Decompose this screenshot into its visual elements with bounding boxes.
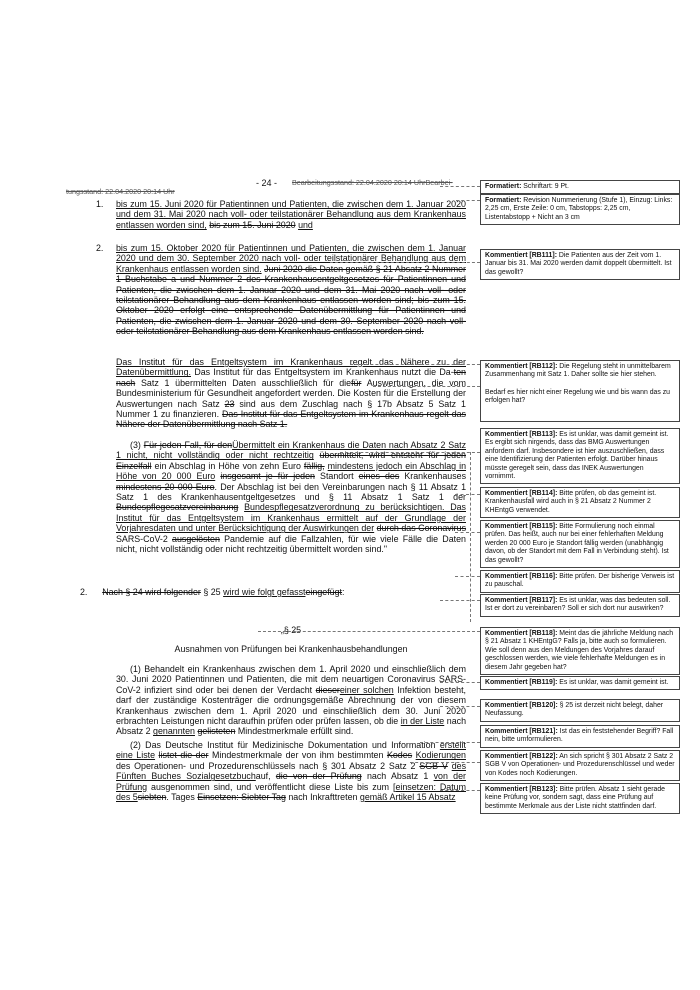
comment-leader — [456, 200, 480, 201]
section-number: „§ 25 — [280, 625, 302, 635]
comment-rb111[interactable]: Kommentiert [RB111]: Die Patienten aus der Zeit vom 1. Januar bis 31. Mai 2020 werden damit doppelt übermittelt. Ist das gewollt? — [480, 249, 680, 280]
comment-leader — [410, 762, 480, 763]
comment-leader — [373, 386, 480, 387]
comment-leader — [440, 706, 480, 707]
comment-rb116[interactable]: Kommentiert [RB116]: Bitte prüfen. Der bisherige Verweis ist zu pauschal. — [480, 570, 680, 593]
comment-leader — [340, 452, 480, 453]
comment-leader — [440, 600, 480, 601]
page-number: - 24 - — [256, 178, 278, 188]
comment-rb121[interactable]: Kommentiert [RB121]: Ist das ein feststehender Begriff? Fall nein, bitte umformulieren. — [480, 725, 680, 748]
comment-leader — [440, 682, 480, 683]
comment-rb114[interactable]: Kommentiert [RB114]: Bitte prüfen, ob das gemeint ist. Krankenhausfall wird auch in § 21 Absatz 2 Nummer 2 KHEntgG verwendet. — [480, 487, 680, 518]
item-1-text: bis zum 15. Juni 2020 für Patientinnen und Patienten, die zwischen dem 1. Januar 2020 und dem 31. Mai 2020 nach voll- oder teilstationärer Behandlung aus dem Krankenhaus entlassen worden sind, — [116, 199, 466, 230]
comment-format-font[interactable]: Formatiert: Schriftart: 9 Pt. — [480, 180, 680, 194]
list-item-1: 1. bis zum 15. Juni 2020 für Patientinnen und Patienten, die zwischen dem 1. Januar 2020 und dem 31. Mai 2020 nach voll- oder teilstationärer Behandlung aus dem Krankenhaus entlassen worden sind, bis zum 15. Juni 2020 und — [96, 199, 466, 230]
amendment-item-2: 2. Nach § 24 wird folgender § 25 wird wie folgt gefassteingefügt: — [80, 587, 345, 597]
comment-rb122[interactable]: Kommentiert [RB122]: An sich spricht § 301 Absatz 2 Satz 2 SGB V von Operationen- und Prozedurenschlüssel und weder von Kodes noch Kodierungen. — [480, 750, 680, 781]
comment-rb123[interactable]: Kommentiert [RB123]: Bitte prüfen. Absatz 1 sieht gerade keine Prüfung vor, sondern sagt, dass eine Prüfung auf bestimmte Merkmale aus der Liste nicht stattfinden darf. — [480, 783, 680, 814]
revision-status: Bearbeitungsstand: 22.04.2020 20:14 UhrBearbei- — [292, 178, 453, 187]
comment-leader — [440, 186, 480, 187]
comment-leader — [455, 576, 480, 577]
comment-leader — [350, 364, 480, 365]
section-title: Ausnahmen von Prüfungen bei Krankenhausbehandlungen — [174, 644, 408, 654]
revision-status-cont: tungsstand: 22.04.2020 20:14 Uhr — [66, 187, 175, 196]
comment-leader — [440, 790, 480, 791]
item-2-struck: Juni 2020 die Daten gemäß § 21 Absatz 2 Nummer 1 Buchstabe a und Nummer 2 des Krankenhausentgeltgesetzes für Patientinnen und Patienten, die zwischen dem 1. Januar 2020 und dem 31. Mai 2020 nach voll- oder teilstationärer Behandlung aus dem Krankenhaus entlassen worden sind; bis zum 15. Oktober 2020 erfolgt eine entsprechende Datenübermittlung für Patientinnen und Patienten, die zwischen dem 1. Januar 2020 und dem 30. September 2020 nach voll- oder teilstationärer Behandlung aus dem Krankenhaus entlassen worden sind. — [116, 263, 466, 337]
comment-rb117[interactable]: Kommentiert [RB117]: Es ist unklar, was das bedeuten soll. Ist er dort zu vereinbaren? Soll er sich dort nur auswirken? — [480, 594, 680, 617]
item-1-struck: bis zum 15. Juni 2020 — [209, 219, 296, 230]
comment-rb112[interactable]: Kommentiert [RB112]: Die Regelung steht in unmittelbarem Zusammenhang mit Satz 1. Daher sollte sie hier stehen. Bedarf es hier nicht einer Regelung wie und bis wann das zu erfolgen hat? — [480, 360, 680, 422]
comment-leader — [330, 262, 480, 263]
section-paragraph-1: (1) Behandelt ein Krankenhaus zwischen dem 1. April 2020 und einschließlich dem 30. Juni 2020 Patientinnen und Patienten, die mit dem neuartigen Coronavirus SARS-CoV-2 infiziert sind oder bei denen der Verdacht diesereiner solchen Infektion besteht, darf der zuständige Kostenträger die ordnungsgemäße Abrechnung der von diesem Krankenhaus zwischen dem 1. April 2020 und einschließlich dem 30. Juni 2020 erbrachten Leistungen nicht daraufhin prüfen oder prüfen lassen, ob die in der Liste nach Absatz 2 genannten gelisteten Mindestmerkmale erfüllt sind. — [116, 664, 467, 737]
item-2-text: bis zum 15. Oktober 2020 für Patientinnen und Patienten, die zwischen dem 1. Januar 2020 und dem 30. September 2020 nach voll- oder teilstationärer Behandlung aus dem Krankenhaus entlassen worden sind. — [116, 243, 466, 274]
list-item-2: 2. bis zum 15. Oktober 2020 für Patientinnen und Patienten, die zwischen dem 1. Januar 2020 und dem 30. September 2020 nach voll- oder teilstationärer Behandlung aus dem Krankenhaus entlassen worden sind. Juni 2020 die Daten gemäß § 21 Absatz 2 Nummer 1 Buchstabe a und Nummer 2 des Krankenhausentgeltgesetzes für Patientinnen und Patienten, die zwischen dem 1. Januar 2020 und dem 31. Mai 2020 nach voll- oder teilstationärer Behandlung aus dem Krankenhaus entlassen worden sind; bis zum 15. Oktober 2020 erfolgt eine entsprechende Datenübermittlung für Patientinnen und Patienten, die zwischen dem 1. Januar 2020 und dem 30. September 2020 nach voll- oder teilstationärer Behandlung aus dem Krankenhaus entlassen worden sind. — [96, 243, 466, 337]
comment-leader — [420, 742, 480, 743]
comment-rb118[interactable]: Kommentiert [RB118]: Meint das die jährliche Meldung nach § 21 Absatz 1 KHEntgG? Falls ja, bitte auch so formulieren. Wie soll denn aus den Meldungen des Vorjahres darauf geschlossen werden, wie viele fehlerhafte Meldungen es in diesem Jahr gegeben hat? — [480, 627, 680, 675]
comment-rb120[interactable]: Kommentiert [RB120]: § 25 ist derzeit nicht belegt, daher Neufassung. — [480, 699, 680, 722]
comment-leader — [258, 631, 480, 632]
comment-rb115[interactable]: Kommentiert [RB115]: Bitte Formulierung noch einmal prüfen. Das heißt, auch nur bei einer fehlerhaften Meldung werden 20 000 Euro je Standort fällig werden (unabhängig davon, ob der Standort mit dem Fall in Verbindung steht). Ist das gewollt? — [480, 520, 680, 568]
section-paragraph-2: (2) Das Deutsche Institut für Medizinische Dokumentation und Information erstellt eine Liste listet die der Mindestmerkmale der von ihm bestimmten Kodes Kodierungen des Operationen- und Prozedurenschlüssels nach § 301 Absatz 2 Satz 2 SGB V des Fünften Buches Sozialgesetzbuchauf, die von der Prüfung nach Absatz 1 von der Prüfung ausgenommen sind, und veröffentlicht diese Liste bis zum [einsetzen: Datum des 5siebten. Tages Einsetzen: Siebter Tag nach Inkrafttreten gemäß Artikel 15 Absatz — [116, 740, 467, 803]
paragraph-3: (3) Für jeden Fall, für denÜbermittelt ein Krankenhaus die Daten nach Absatz 2 Satz 1 nicht, nicht vollständig oder nicht rechtzeitig übermittelt, wird entsteht für jeden Einzelfall ein Abschlag in Höhe von zehn Euro fällig, mindestens jedoch ein Abschlag in Höhe von 20 000 Euro insgesamt je für jeden Standort eines des Krankenhauses mindestens 20 000 Euro. Der Abschlag ist bei den Vereinbarungen nach § 11 Absatz 1 Satz 1 des Krankenhausentgeltgesetzes und § 11 Absatz 1 Satz 1 der Bundespflegesatzvereinbarung Bundespflegesatzverordnung zu berücksichtigen. Das Institut für das Entgeltsystem im Krankenhaus ermittelt auf der Grundlage der Vorjahresdaten und unter Berücksichtigung der Auswirkungen der durch das Coronavirus SARS-CoV-2 ausgelösten Pandemie auf die Fallzahlen, für wie viele Fälle die Daten nicht, nicht vollständig oder nicht rechtzeitig übermittelt worden sind." — [116, 440, 467, 555]
comment-rb119[interactable]: Kommentiert [RB119]: Es ist unklar, was damit gemeint ist. — [480, 676, 680, 690]
comment-leader — [455, 494, 480, 495]
comment-rb113[interactable]: Kommentiert [RB113]: Es ist unklar, was damit gemeint ist. Es ergibt sich nirgends, dass das BMG Auswertungen anfordern darf. Insbesondere ist hier auszuschließen, dass eine Identifizierung der Patienten erfolgt. Darüber hinaus müsste geregelt sein, dass das INEK Auswertungen vornimmt. — [480, 428, 680, 484]
comment-leader-vertical — [470, 452, 471, 622]
comment-format-revision[interactable]: Formatiert: Revision Nummerierung (Stufe 1), Einzug: Links: 2,25 cm, Erste Zeile: 0 cm, Tabstopps: 2,25 cm, Listentabstopp + Nicht an 3 cm — [480, 194, 680, 225]
institut-paragraph: Das Institut für das Entgeltsystem im Krankenhaus regelt das Nähere zu der Datenübermittlung. Das Institut für das Entgeltsystem im Krankenhaus nutzt die Da-ten nach Satz 1 übermittelten Daten ausschließlich für diefür Auswertungen, die vom Bundesministerium für Gesundheit angefordert werden. Die Kosten für die Erstellung der Auswertungen nach Satz 23 sind aus dem Zuschlag nach § 17b Absatz 5 Satz 1 Nummer 1 zu finanzieren. Das Institut für das Entgeltsystem im Krankenhaus regelt das Nähere der Datenübermittlung nach Satz 1. — [116, 357, 467, 430]
comment-leader — [455, 532, 480, 533]
